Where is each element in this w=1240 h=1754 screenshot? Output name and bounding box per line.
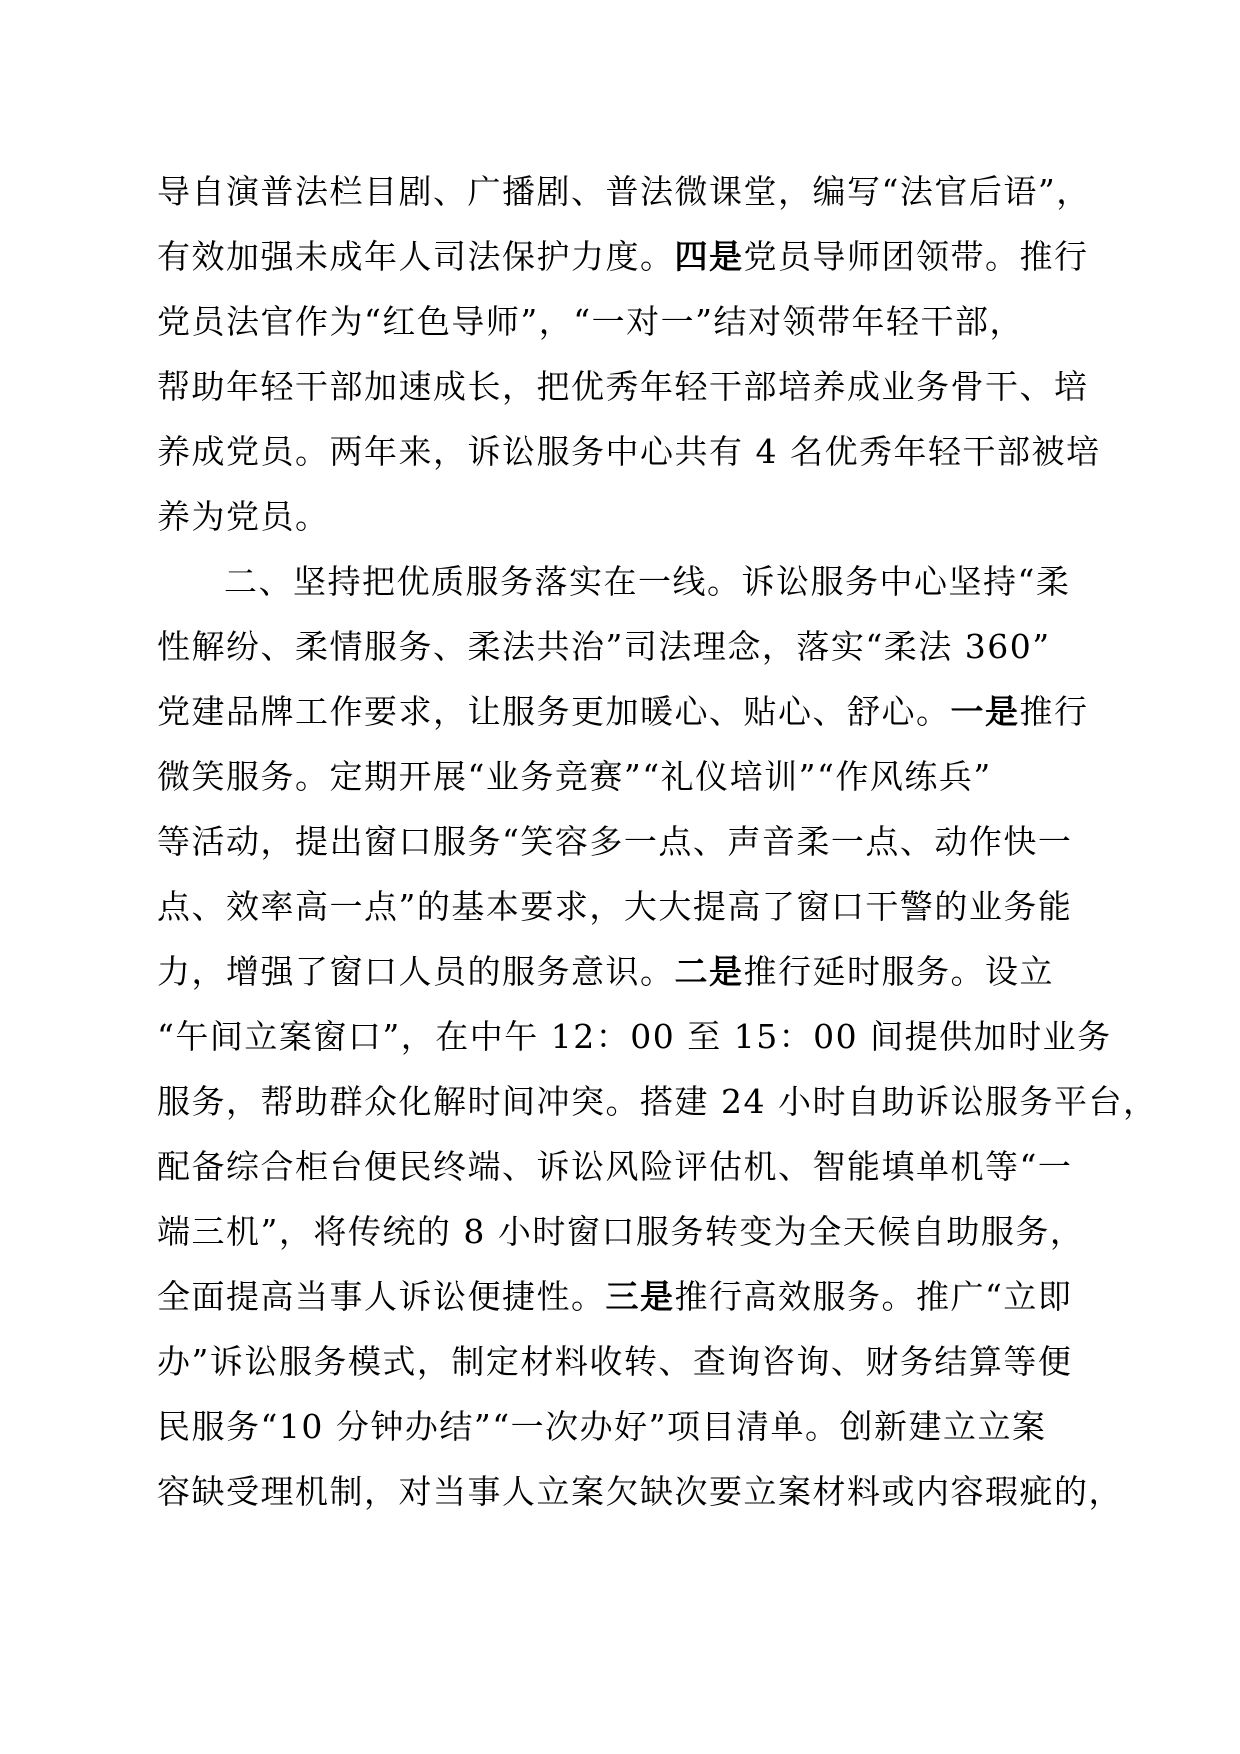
text-line: 等活动，提出窗口服务“笑容多一点、声音柔一点、动作快一: [157, 822, 1073, 861]
text-line: 养为党员。: [157, 497, 330, 536]
text-line: 服务，帮助群众化解时间冲突。搭建 24 小时自助诉讼服务平台，: [157, 1082, 1158, 1121]
bold-marker: 四是: [674, 237, 744, 276]
text-line: 全面提高当事人诉讼便捷性。三是推行高效服务。推广“立即: [157, 1277, 1073, 1316]
text-line: 端三机”，将传统的 8 小时窗口服务转变为全天候自助服务，: [157, 1212, 1085, 1251]
bold-marker: 一是: [950, 692, 1020, 731]
text-line: 帮助年轻干部加速成长，把优秀年轻干部培养成业务骨干、培: [157, 367, 1089, 406]
text-line: 性解纷、柔情服务、柔法共治”司法理念，落实“柔法 360”: [157, 627, 1051, 666]
text-line: 养成党员。两年来，诉讼服务中心共有 4 名优秀年轻干部被培: [157, 432, 1101, 471]
text-line: 配备综合柜台便民终端、诉讼风险评估机、智能填单机等“一: [157, 1147, 1073, 1186]
bold-marker: 二是: [674, 952, 744, 991]
text-line: 微笑服务。定期开展“业务竞赛”“礼仪培训”“作风练兵”: [157, 757, 992, 796]
text-line: 党建品牌工作要求，让服务更加暖心、贴心、舒心。一是推行: [157, 692, 1089, 731]
text-line: 民服务“10 分钟办结”“一次办好”项目清单。创新建立立案: [157, 1407, 1047, 1446]
paragraph-first-line: 二、坚持把优质服务落实在一线。诉讼服务中心坚持“柔: [224, 562, 1071, 601]
bold-marker: 三是: [605, 1277, 675, 1316]
text-line: 力，增强了窗口人员的服务意识。二是推行延时服务。设立: [157, 952, 1054, 991]
text-line: 党员法官作为“红色导师”，“一对一”结对领带年轻干部，: [157, 302, 1024, 341]
text-line: 容缺受理机制，对当事人立案欠缺次要立案材料或内容瑕疵的，: [157, 1472, 1123, 1511]
text-line: 点、效率高一点”的基本要求，大大提高了窗口干警的业务能: [157, 887, 1073, 926]
text-line: “午间立案窗口”，在中午 12：00 至 15：00 间提供加时业务: [157, 1017, 1112, 1056]
text-line: 导自演普法栏目剧、广播剧、普法微课堂，编写“法官后语”，: [157, 172, 1091, 211]
text-line: 办”诉讼服务模式，制定材料收转、查询咨询、财务结算等便: [157, 1342, 1073, 1381]
text-line: 有效加强未成年人司法保护力度。四是党员导师团领带。推行: [157, 237, 1089, 276]
